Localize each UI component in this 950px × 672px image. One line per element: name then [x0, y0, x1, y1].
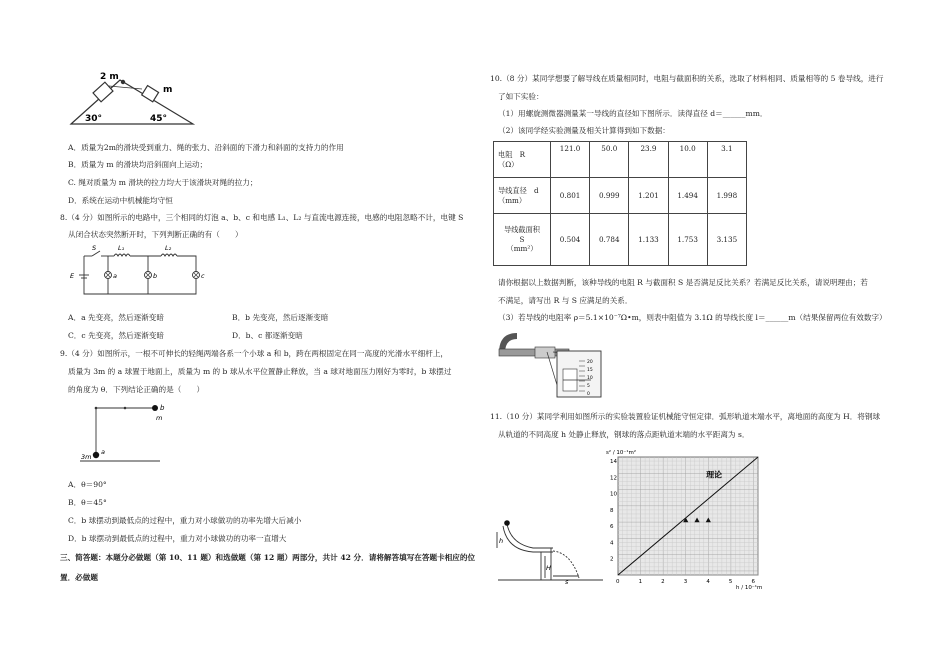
q10-stem-line2: 了如下实验： — [498, 92, 544, 101]
y-tick-label: 2 — [610, 556, 614, 563]
y-tick-label: 4 — [610, 540, 614, 547]
micrometer-figure — [495, 325, 610, 400]
block-m — [142, 86, 159, 102]
y-tick-label: 6 — [610, 524, 614, 531]
label-l2: L₂ — [165, 244, 172, 252]
table-cell: 1.133 — [629, 214, 668, 266]
table-cell: 1.753 — [668, 214, 707, 266]
incline-figure — [68, 70, 198, 130]
label-b: b — [153, 272, 158, 280]
label-a: a — [113, 272, 117, 280]
x-axis-label: h / 10⁻¹m — [736, 585, 763, 590]
table-row — [494, 214, 747, 266]
table-cell: 23.9 — [629, 142, 668, 178]
ball-a — [93, 452, 99, 458]
q11-stem-line2: 从轨道的不同高度 h 处静止释放，钢球的落点距轨道末端的水平距离为 s． — [498, 430, 750, 439]
q9-option-c: C．b 球摆动到最低点的过程中，重力对小球做功的功率先增大后减小 — [68, 516, 302, 525]
q7-option-d: D．系统在运动中机械能均守恒 — [68, 196, 173, 205]
q10-judge-line2: 不满足，请写出 R 与 S 应满足的关系． — [498, 296, 633, 305]
x-tick-label: 0 — [616, 579, 620, 585]
section3-line2: 置．必做题 — [60, 573, 98, 582]
track-figure — [493, 518, 608, 586]
q10-part3: （3）若导线的电阻率 ρ＝5.1×10⁻⁷Ω•m，则表中阻值为 3.1Ω 的导线长度 l＝______m（结果保留两位有效数字） — [498, 313, 887, 322]
section3-line1: 三、简答题：本题分必做题（第 10、11 题）和选做题（第 12 题）两部分，共计 42 分．请将解答填写在答题卡相应的位 — [60, 553, 476, 562]
rod-1 — [95, 407, 98, 410]
data-table — [493, 141, 747, 266]
table-cell: 导线截面积 S （mm²） — [494, 214, 551, 266]
q10-judge-line1: 请你根据以上数据判断，该种导线的电阻 R 与截面积 S 是否满足反比关系？若满足反比关系，请说明理由；若 — [498, 278, 868, 287]
label-a-ball: a — [101, 448, 105, 456]
s2-h-chart — [602, 445, 772, 590]
pulley — [121, 80, 125, 84]
table-cell: 50.0 — [590, 142, 629, 178]
label-30deg: 30° — [85, 114, 103, 124]
q7-option-c: C. 绳对质量为 m 滑块的拉力均大于该滑块对绳的拉力； — [68, 178, 258, 187]
q8-option-a: A．a 先变亮，然后逐渐变暗 — [68, 313, 164, 322]
table-cell: 0.801 — [551, 178, 590, 214]
micrometer-tick: 0 — [587, 392, 590, 397]
label-45deg: 45° — [150, 114, 168, 124]
steel-ball — [504, 520, 510, 526]
q9-option-b: B．θ＝45° — [68, 498, 107, 507]
ball-b — [152, 405, 158, 411]
table-cell: 10.0 — [668, 142, 707, 178]
y-tick-label: 14 — [610, 459, 617, 466]
label-s: s — [565, 578, 569, 586]
q9-stem-line1: 9.（4 分）如图所示，一根不可伸长的轻绳两端各系一个小球 a 和 b，跨在两根固定在同一高度的光滑水平细杆上， — [60, 349, 449, 358]
micrometer-tick: 20 — [587, 360, 593, 365]
table-cell: 0.784 — [590, 214, 629, 266]
table-cell: 1.998 — [707, 178, 746, 214]
q9-option-d: D．b 球摆动到最低点的过程中，重力对小球做功的功率一直增大 — [68, 534, 287, 543]
rope — [109, 86, 142, 89]
label-l1: L₁ — [118, 244, 125, 252]
micrometer-tick: 5 — [587, 384, 590, 389]
table-cell: 1.494 — [668, 178, 707, 214]
q9-option-a: A．θ＝90° — [68, 480, 107, 489]
x-tick-label: 4 — [706, 579, 710, 585]
label-c: c — [201, 272, 205, 280]
label-2m: 2 m — [100, 72, 119, 82]
table-cell: 电阻 R （Ω） — [494, 142, 551, 178]
q11-stem-line1: 11.（10 分）某同学利用如图所示的实验装置验证机械能守恒定律．弧形轨道末端水平，离地面的高度为 H．将钢球 — [490, 412, 881, 421]
q9-stem-line3: 的角度为 θ．下列结论正确的是（ ） — [68, 385, 205, 394]
block-2m — [93, 82, 113, 102]
q9-stem-line2: 质量为 3m 的 a 球置于地面上，质量为 m 的 b 球从水平位置静止释放，当 a 球对地面压力刚好为零时，b 球摆过 — [68, 367, 452, 376]
q10-part1: （1）用螺旋测微器测量某一导线的直径如下图所示．读得直径 d＝______mm． — [498, 109, 768, 118]
table-cell: 3.1 — [707, 142, 746, 178]
label-m-ball: m — [156, 414, 163, 422]
label-b-ball: b — [160, 404, 165, 412]
rod-2 — [124, 407, 127, 410]
micrometer-tick: 10 — [587, 376, 593, 381]
table-cell: 0.999 — [590, 178, 629, 214]
x-tick-label: 6 — [751, 579, 755, 585]
table-cell: 0.504 — [551, 214, 590, 266]
q7-option-a: A．质量为2m的滑块受到重力、绳的张力、沿斜面的下滑力和斜面的支持力的作用 — [68, 143, 344, 152]
x-tick-label: 2 — [661, 579, 665, 585]
label-emf: E — [70, 272, 75, 280]
table-row — [494, 178, 747, 214]
y-tick-label: 12 — [610, 475, 617, 482]
q7-option-b: B．质量为 m 的滑块均沿斜面向上运动； — [68, 160, 208, 169]
y-tick-label: 8 — [610, 507, 614, 514]
label-h: h — [499, 537, 504, 545]
table-cell: 3.135 — [707, 214, 746, 266]
annotation-theory: 理论 — [706, 470, 723, 480]
label-m: m — [163, 85, 173, 95]
x-tick-label: 1 — [638, 579, 643, 585]
x-tick-label: 3 — [683, 579, 688, 585]
y-axis-label: s² / 10⁻¹m² — [606, 450, 637, 456]
circuit-figure — [66, 242, 216, 302]
table-cell: 121.0 — [551, 142, 590, 178]
q10-part2: （2）该同学经实验测量及相关计算得到如下数据： — [498, 126, 670, 135]
q8-option-b: B．b 先变亮，然后逐渐变暗 — [232, 313, 329, 322]
label-switch: S — [92, 244, 97, 252]
table-cell: 1.201 — [629, 178, 668, 214]
y-tick-label: 10 — [610, 491, 617, 498]
q8-stem-line2: 从闭合状态突然断开时，下列判断正确的有（ ） — [68, 230, 243, 239]
micrometer-tick: 15 — [587, 368, 593, 373]
table-cell: 导线直径 d （mm） — [494, 178, 551, 214]
q8-stem-line1: 8.（4 分）如图所示的电路中，三个相同的灯泡 a、b、c 和电感 L₁、L₂ 与直流电源连接，电感的电阻忽略不计，电键 S — [60, 213, 464, 222]
q8-option-c: C．c 先变亮，然后逐渐变暗 — [68, 331, 165, 340]
label-H: H — [546, 564, 551, 572]
table-row — [494, 142, 747, 178]
q10-stem-line1: 10.（8 分）某同学想要了解导线在质量相同时，电阻与截面积的关系，选取了材料相同、质量相等的 5 卷导线，进行 — [490, 74, 884, 83]
label-3m: 3m — [81, 453, 92, 461]
x-tick-label: 5 — [728, 579, 733, 585]
q8-option-d: D．b、c 都逐渐变暗 — [232, 331, 303, 340]
pendulum-figure — [80, 398, 190, 468]
